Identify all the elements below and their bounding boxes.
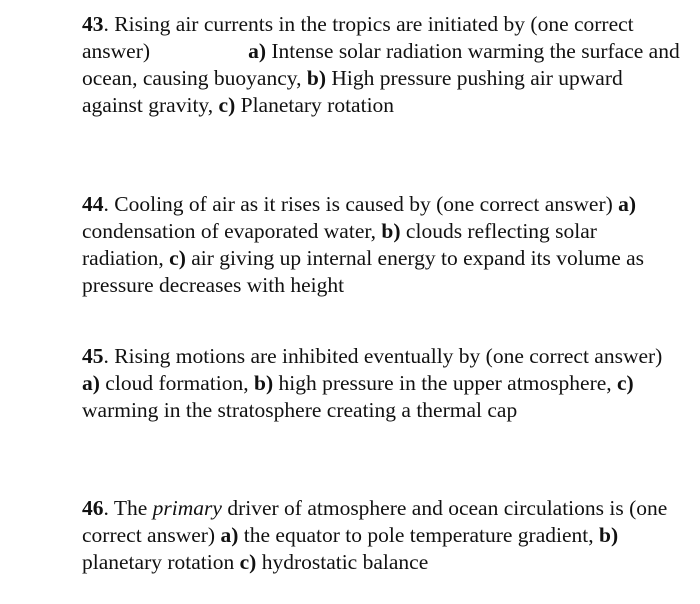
- option-text-c: air giving up internal energy to expand its volume as pressure decreases with height: [82, 246, 645, 297]
- option-text-b: high pressure in the upper atmosphere,: [273, 371, 612, 395]
- option-text-c: Planetary rotation: [235, 93, 395, 117]
- question-45: [82, 343, 682, 424]
- option-text-b: High pressure pushing air upward against gravity,: [82, 66, 623, 117]
- question-stem-after: driver of atmosphere and ocean circulations is (one correct answer): [82, 496, 668, 547]
- question-number: 46: [82, 496, 104, 520]
- option-letter-a: a): [248, 39, 266, 63]
- question-43: [82, 11, 682, 119]
- option-letter-a: a): [618, 192, 637, 216]
- option-letter-c: c): [617, 371, 634, 395]
- option-text-b: planetary rotation: [82, 550, 235, 574]
- option-letter-a: a): [82, 371, 100, 395]
- option-letter-b: b): [306, 66, 326, 90]
- question-44: [82, 191, 682, 299]
- option-letter-a: a): [220, 523, 239, 547]
- question-stem-emphasis: primary: [152, 496, 222, 520]
- question-stem: . Rising motions are inhibited eventually by (one correct answer): [103, 344, 663, 368]
- option-text-a: cloud formation,: [99, 371, 249, 395]
- option-letter-b: b): [598, 523, 619, 547]
- question-number: 44: [82, 192, 104, 216]
- option-text-a: Intense solar radiation warming the surface and ocean, causing buoyancy,: [82, 39, 680, 90]
- option-text-a: the equator to pole temperature gradient,: [238, 523, 594, 547]
- option-letter-c: c): [239, 550, 257, 574]
- option-letter-b: b): [381, 219, 401, 243]
- option-letter-c: c): [169, 246, 186, 270]
- question-number: 45: [82, 344, 104, 368]
- option-text-c: hydrostatic balance: [256, 550, 429, 574]
- question-stem: . Cooling of air as it rises is caused by (one correct answer): [103, 192, 613, 216]
- option-text-b: clouds reflecting solar radiation,: [82, 219, 597, 270]
- question-stem-before: . The: [103, 496, 153, 520]
- option-letter-b: b): [253, 371, 274, 395]
- option-text-a: condensation of evaporated water,: [82, 219, 377, 243]
- question-46: [82, 495, 682, 576]
- question-stem: . Rising air currents in the tropics are initiated by (one correct answer): [82, 12, 634, 63]
- option-letter-c: c): [218, 93, 236, 117]
- option-text-c: warming in the stratosphere creating a thermal cap: [82, 398, 518, 422]
- question-number: 43: [82, 12, 104, 36]
